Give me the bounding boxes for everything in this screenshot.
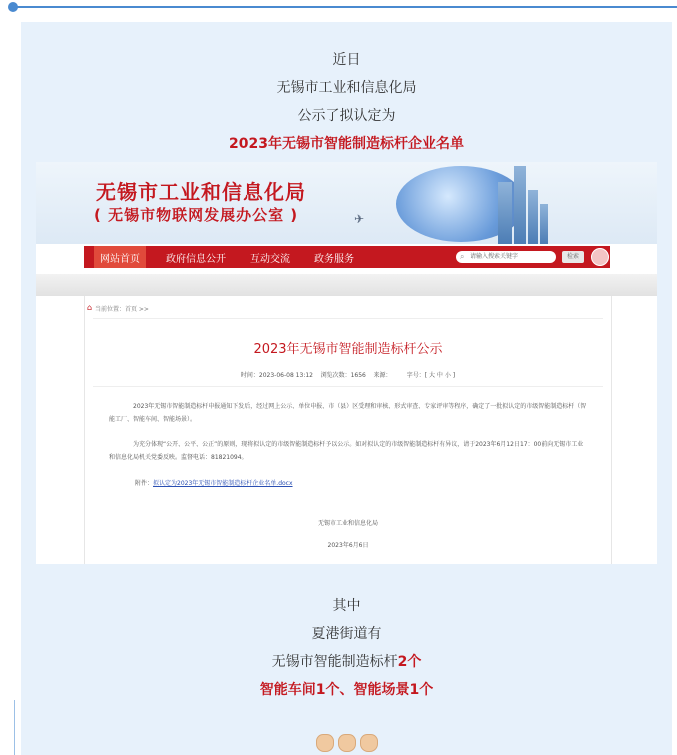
- attachment-label: 附件：: [135, 480, 154, 487]
- intro-line-3: 公示了拟认定为: [297, 108, 396, 124]
- gray-divider-bar: [36, 274, 657, 296]
- top-divider-line: [14, 6, 677, 8]
- site-banner: [36, 162, 657, 244]
- article-title: 2023年无锡市智能制造标杆公示: [253, 342, 443, 357]
- signature-date: 2023年6月6日: [327, 542, 369, 549]
- outro-line-3: [21, 651, 672, 671]
- building-icon: [540, 204, 548, 244]
- breadcrumb-divider: [93, 318, 603, 319]
- intro-line-1: 近日: [332, 52, 361, 68]
- breadcrumb: 当前位置：首页 >>: [95, 306, 149, 313]
- home-icon: ⌂: [87, 303, 93, 312]
- hand-icon: [316, 734, 334, 752]
- left-edge-line: [14, 700, 15, 755]
- nav-home[interactable]: 网站首页: [100, 254, 140, 265]
- article-paragraph-2: 为充分体现“公开、公平、公正”的原则，现将拟认定的市级智能制造标杆予以公示。如对拟认定的市级智能制造标杆有异议，请于2023年6月12日17：00前向无锡市工业和信息化局机关党委反映。监督电话：81821094。: [109, 441, 584, 461]
- outro-line-4: 智能车间1个、智能场景1个: [259, 682, 434, 698]
- meta-divider: [93, 386, 603, 387]
- content-panel: [21, 22, 672, 755]
- article-panel: [84, 296, 612, 564]
- nav-interaction[interactable]: 互动交流: [250, 254, 290, 265]
- headline: 2023年无锡市智能制造标杆企业名单: [229, 136, 464, 152]
- embedded-webpage-screenshot: [36, 162, 657, 564]
- attachment-link[interactable]: 拟认定为2023年无锡市智能制造标杆企业名单.docx: [153, 480, 293, 487]
- outro-line-1: 其中: [332, 598, 361, 614]
- outro-line-3-count: 2个: [397, 654, 422, 670]
- search-icon: ⌕: [460, 252, 465, 261]
- nav-services[interactable]: 政务服务: [314, 254, 354, 265]
- hand-icon: [338, 734, 356, 752]
- search-button[interactable]: 检索: [562, 251, 584, 263]
- building-icon: [528, 190, 538, 244]
- building-icon: [514, 166, 526, 244]
- hand-icon: [360, 734, 378, 752]
- site-nav: [84, 246, 610, 268]
- article-meta: 时间：2023-06-08 13:12 浏览次数：1656 来源： 字号：[ 大 中 小 ]: [240, 372, 456, 379]
- intro-line-2: 无锡市工业和信息化局: [276, 80, 417, 96]
- emblem-icon: [591, 248, 609, 266]
- banner-title: 无锡市工业和信息化局: [96, 180, 306, 204]
- building-icon: [498, 182, 512, 244]
- top-divider-dot: [8, 2, 18, 12]
- outro-line-2: 夏港街道有: [311, 626, 382, 642]
- banner-subtitle: ( 无锡市物联网发展办公室 ): [94, 206, 299, 224]
- clapping-hands-icon: [21, 734, 672, 755]
- search-input[interactable]: 请输入搜索关键字: [456, 251, 556, 263]
- signature: 无锡市工业和信息化局: [317, 520, 378, 527]
- nav-gov-info[interactable]: 政府信息公开: [166, 254, 226, 265]
- airplane-icon: ✈: [354, 212, 365, 226]
- outro-line-3-text: 无锡市智能制造标杆: [271, 654, 398, 670]
- article-paragraph-1: 2023年无锡市智能制造标杆申报通知下发后，经过网上公示、单位申报、市（县）区受理和审核、形式审查、专家评审等程序，确定了一批拟认定的市级智能制造标杆（智能工厂、智能车间、智能场景）。: [109, 403, 587, 423]
- attachment: [135, 478, 293, 487]
